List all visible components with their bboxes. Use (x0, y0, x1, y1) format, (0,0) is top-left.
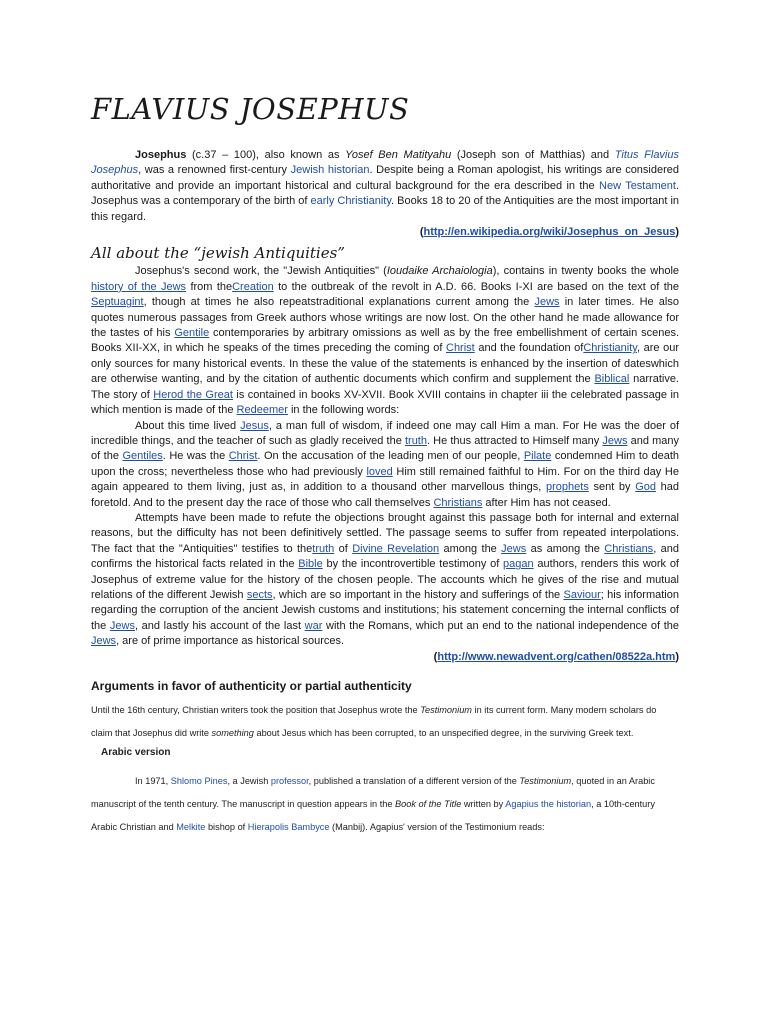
text: About this time lived (135, 419, 241, 432)
link-gentile[interactable]: Gentile (174, 327, 210, 340)
text: , and confirms the historical facts related in the (91, 542, 679, 571)
source-citation: (http://en.wikipedia.org/wiki/Josephus_on_Jesus) (419, 226, 679, 239)
text: authors, renders this work of Josephus of extreme value for the history of the chosen people. The accounts which he gives of the rise and mutual relations of the different Jewish (91, 558, 679, 601)
text: , published a translation of a different version of the (308, 776, 520, 786)
text: by the incontrovertible testimony of (322, 558, 504, 571)
link-redeemer[interactable]: Redeemer (236, 404, 288, 417)
text: , a 10th-century Arabic Christian and (91, 799, 655, 832)
link-new-testament[interactable]: New Testament (599, 179, 676, 192)
antiquities-section (91, 264, 679, 665)
document-page (91, 92, 679, 839)
link-christ[interactable]: Christ (228, 450, 258, 463)
book-title: Book of the Title (395, 799, 462, 809)
text: (Manbij). Agapius' version of the Testimonium reads: (329, 822, 545, 832)
link-jews[interactable]: Jews (534, 296, 560, 309)
text: in later times. He also quotes numerous passages from Greek authors whose writings are now lost. On the other hand he made allowance for the tastes of his (91, 296, 679, 340)
text: condemned Him to death upon the cross; nevertheless those who had previously (91, 450, 680, 478)
link-christians[interactable]: Christians (433, 496, 483, 509)
text: , though at times he also repeatstraditional explanations current among the (143, 296, 535, 309)
link-jews[interactable]: Jews (91, 635, 117, 648)
text: bishop of (205, 822, 248, 832)
link-hierapolis-bambyce[interactable]: Hierapolis Bambyce (247, 822, 330, 832)
emphasis-something: something (211, 728, 254, 738)
text: written by (461, 799, 506, 809)
text: as among the (526, 542, 605, 555)
link-christ[interactable]: Christ (446, 342, 475, 355)
text: and the foundation of (474, 342, 584, 355)
antiquities-paragraph-1 (91, 264, 679, 418)
subheading-arabic-version: Arabic version (101, 747, 171, 758)
link-agapius-the-historian[interactable]: Agapius the historian (505, 799, 592, 809)
text: , a man full of wisdom, if indeed one may call Him a man. For He was the doer of incredible things, and the teacher of such as gladly received the (91, 419, 679, 447)
authenticity-section (91, 699, 679, 839)
link-war[interactable]: war (304, 619, 323, 632)
text: ; his information regarding the corruption of the ancient Jewish customs and institutions; his statement concerning the internal conflicts of the (91, 588, 679, 632)
link-truth[interactable]: truth (404, 434, 427, 447)
intro-paragraph (91, 148, 679, 225)
text: (Joseph son of Matthias) and (451, 149, 615, 161)
text: , which are so important in the history and sufferings of the (272, 588, 564, 601)
link-jewish-historian[interactable]: Jewish historian (290, 164, 370, 177)
text: sent by (588, 481, 636, 494)
link-bible[interactable]: Bible (298, 558, 323, 571)
link-sects[interactable]: sects (246, 588, 273, 601)
text: had foretold. And to the present day the race of those who call themselves (91, 481, 679, 509)
link-early-christianity[interactable]: early Christianity (310, 195, 392, 208)
link-biblical[interactable]: Biblical (594, 373, 630, 386)
text: ), contains in twenty books the whole (492, 265, 680, 278)
text: . Despite being a Roman apologist, his writings are considered authoritative and provide an important historical and cultural background for the era described in the (91, 164, 680, 192)
link-history-of-the-jews[interactable]: history of the Jews (91, 280, 187, 293)
section-heading-antiquities: All about the “jewish Antiquities” (91, 244, 345, 263)
text: In 1971, (135, 776, 171, 786)
link-god[interactable]: God (635, 481, 656, 494)
link-jews[interactable]: Jews (501, 542, 527, 555)
text: among the (439, 542, 502, 555)
text: contemporaries by arbitrary omissions as well as by the free embellishment of certain scenes. Books XII-XX, in which he speaks of the times preceding the coming of (91, 327, 679, 355)
link-pagan[interactable]: pagan (503, 558, 534, 571)
link-prophets[interactable]: prophets (546, 481, 589, 494)
testimonium-term: Testimonium (420, 705, 472, 715)
text: with the Romans, which put an end to the national independence of the (322, 619, 679, 632)
link-jews[interactable]: Jews (602, 434, 628, 447)
source-citation: (http://www.newadvent.org/cathen/08522a.htm) (433, 650, 679, 663)
section-heading-authenticity: Arguments in favor of authenticity or partial authenticity (91, 679, 412, 693)
link-creation[interactable]: Creation (232, 280, 274, 293)
antiquities-quote-paragraph (91, 419, 679, 511)
text: and many of the (91, 434, 679, 463)
link-shlomo-pines[interactable]: Shlomo Pines (170, 776, 228, 786)
text: . On the accusation of the leading men of our people, (257, 450, 524, 463)
text: . He was the (162, 450, 229, 463)
text: , a Jewish (227, 776, 271, 786)
link-saviour[interactable]: Saviour (563, 588, 601, 601)
greek-title: Ioudaike Archaiologia (386, 265, 493, 278)
page-title: FLAVIUS JOSEPHUS (91, 92, 410, 126)
link-melkite[interactable]: Melkite (176, 822, 206, 832)
link-jesus[interactable]: Jesus (240, 419, 269, 432)
text: in the following words: (287, 404, 400, 417)
arabic-version-paragraph (91, 770, 679, 839)
text: in its current form. Many modern scholars do claim that Josephus did write (91, 705, 657, 738)
link-pilate[interactable]: Pilate (523, 450, 552, 463)
text: , are our only sources for many historical events. In these the value of the statements is enhanced by the insertion of dateswhich are otherwise wanting, and by the citation of authentic documents which confirm and supplement the (91, 342, 679, 386)
link-septuagint[interactable]: Septuagint (91, 296, 144, 309)
source-link-wikipedia[interactable]: http://en.wikipedia.org/wiki/Josephus_on_Jesus (423, 226, 676, 239)
text: Him still remained faithful to Him. For on the third day He again appeared to them living, just as, in addition to a thousand other marvellous things, (91, 465, 679, 494)
text: narrative. The story of (91, 373, 679, 401)
authenticity-paragraph-1 (91, 699, 679, 745)
text: . He thus attracted to Himself many (426, 434, 603, 447)
text: . Books 18 to 20 of the Antiquities are the most important in this regard. (91, 195, 680, 223)
hebrew-name: Yosef Ben Matityahu (345, 149, 452, 161)
text: , quoted in an Arabic manuscript of the tenth century. The manuscript in question appears in the (91, 776, 655, 809)
link-divine-revelation[interactable]: Divine Revelation (352, 542, 440, 555)
text: . Josephus was a contemporary of the birth of (91, 179, 679, 208)
link-titus-flavius-josephus[interactable]: Titus Flavius Josephus (91, 149, 679, 177)
antiquities-paragraph-3 (91, 511, 679, 650)
text: about Jesus which has been corrupted, to an unspecified degree, in the surviving Greek text. (253, 728, 634, 738)
link-herod-the-great[interactable]: Herod the Great (153, 388, 233, 401)
text: after Him has not ceased. (482, 496, 611, 509)
text: is contained in books XV-XVII. Book XVIII contains in chapter iii the celebrated passage in which mention is made of the (91, 388, 680, 417)
link-christianity[interactable]: Christianity (583, 342, 637, 355)
intro-section (91, 148, 679, 240)
text: (c.37 – 100), also known as (186, 149, 346, 161)
link-jews[interactable]: Jews (109, 619, 135, 632)
text: , are of prime importance as historical sources. (116, 635, 345, 648)
text: Until the 16th century, Christian writers took the position that Josephus wrote the (91, 705, 421, 715)
testimonium-term: Testimonium (519, 776, 572, 786)
link-christians[interactable]: Christians (604, 542, 654, 555)
text: of (334, 542, 353, 555)
text: Josephus's second work, the "Jewish Antiquities" ( (135, 265, 387, 278)
text: , was a renowned first-century (138, 164, 291, 177)
text: Attempts have been made to refute the objections brought against this passage both for internal and external reasons, but the difficulty has not been definitively settled. The passage seems to suffer from repeated interpolations. The fact that the "Antiquities" testifies to the (91, 511, 679, 555)
text: to the outbreak of the revolt in A.D. 66. Books I-XI are based on the text of the (273, 280, 680, 293)
link-truth[interactable]: truth (312, 542, 335, 555)
subject-name: Josephus (135, 149, 187, 161)
text: , and lastly his account of the last (134, 619, 305, 632)
link-loved[interactable]: loved (366, 465, 393, 478)
source-link-newadvent[interactable]: http://www.newadvent.org/cathen/08522a.htm (437, 650, 676, 663)
text: from the (186, 280, 233, 293)
link-gentiles[interactable]: Gentiles (122, 450, 163, 463)
link-professor[interactable]: professor (270, 776, 309, 786)
